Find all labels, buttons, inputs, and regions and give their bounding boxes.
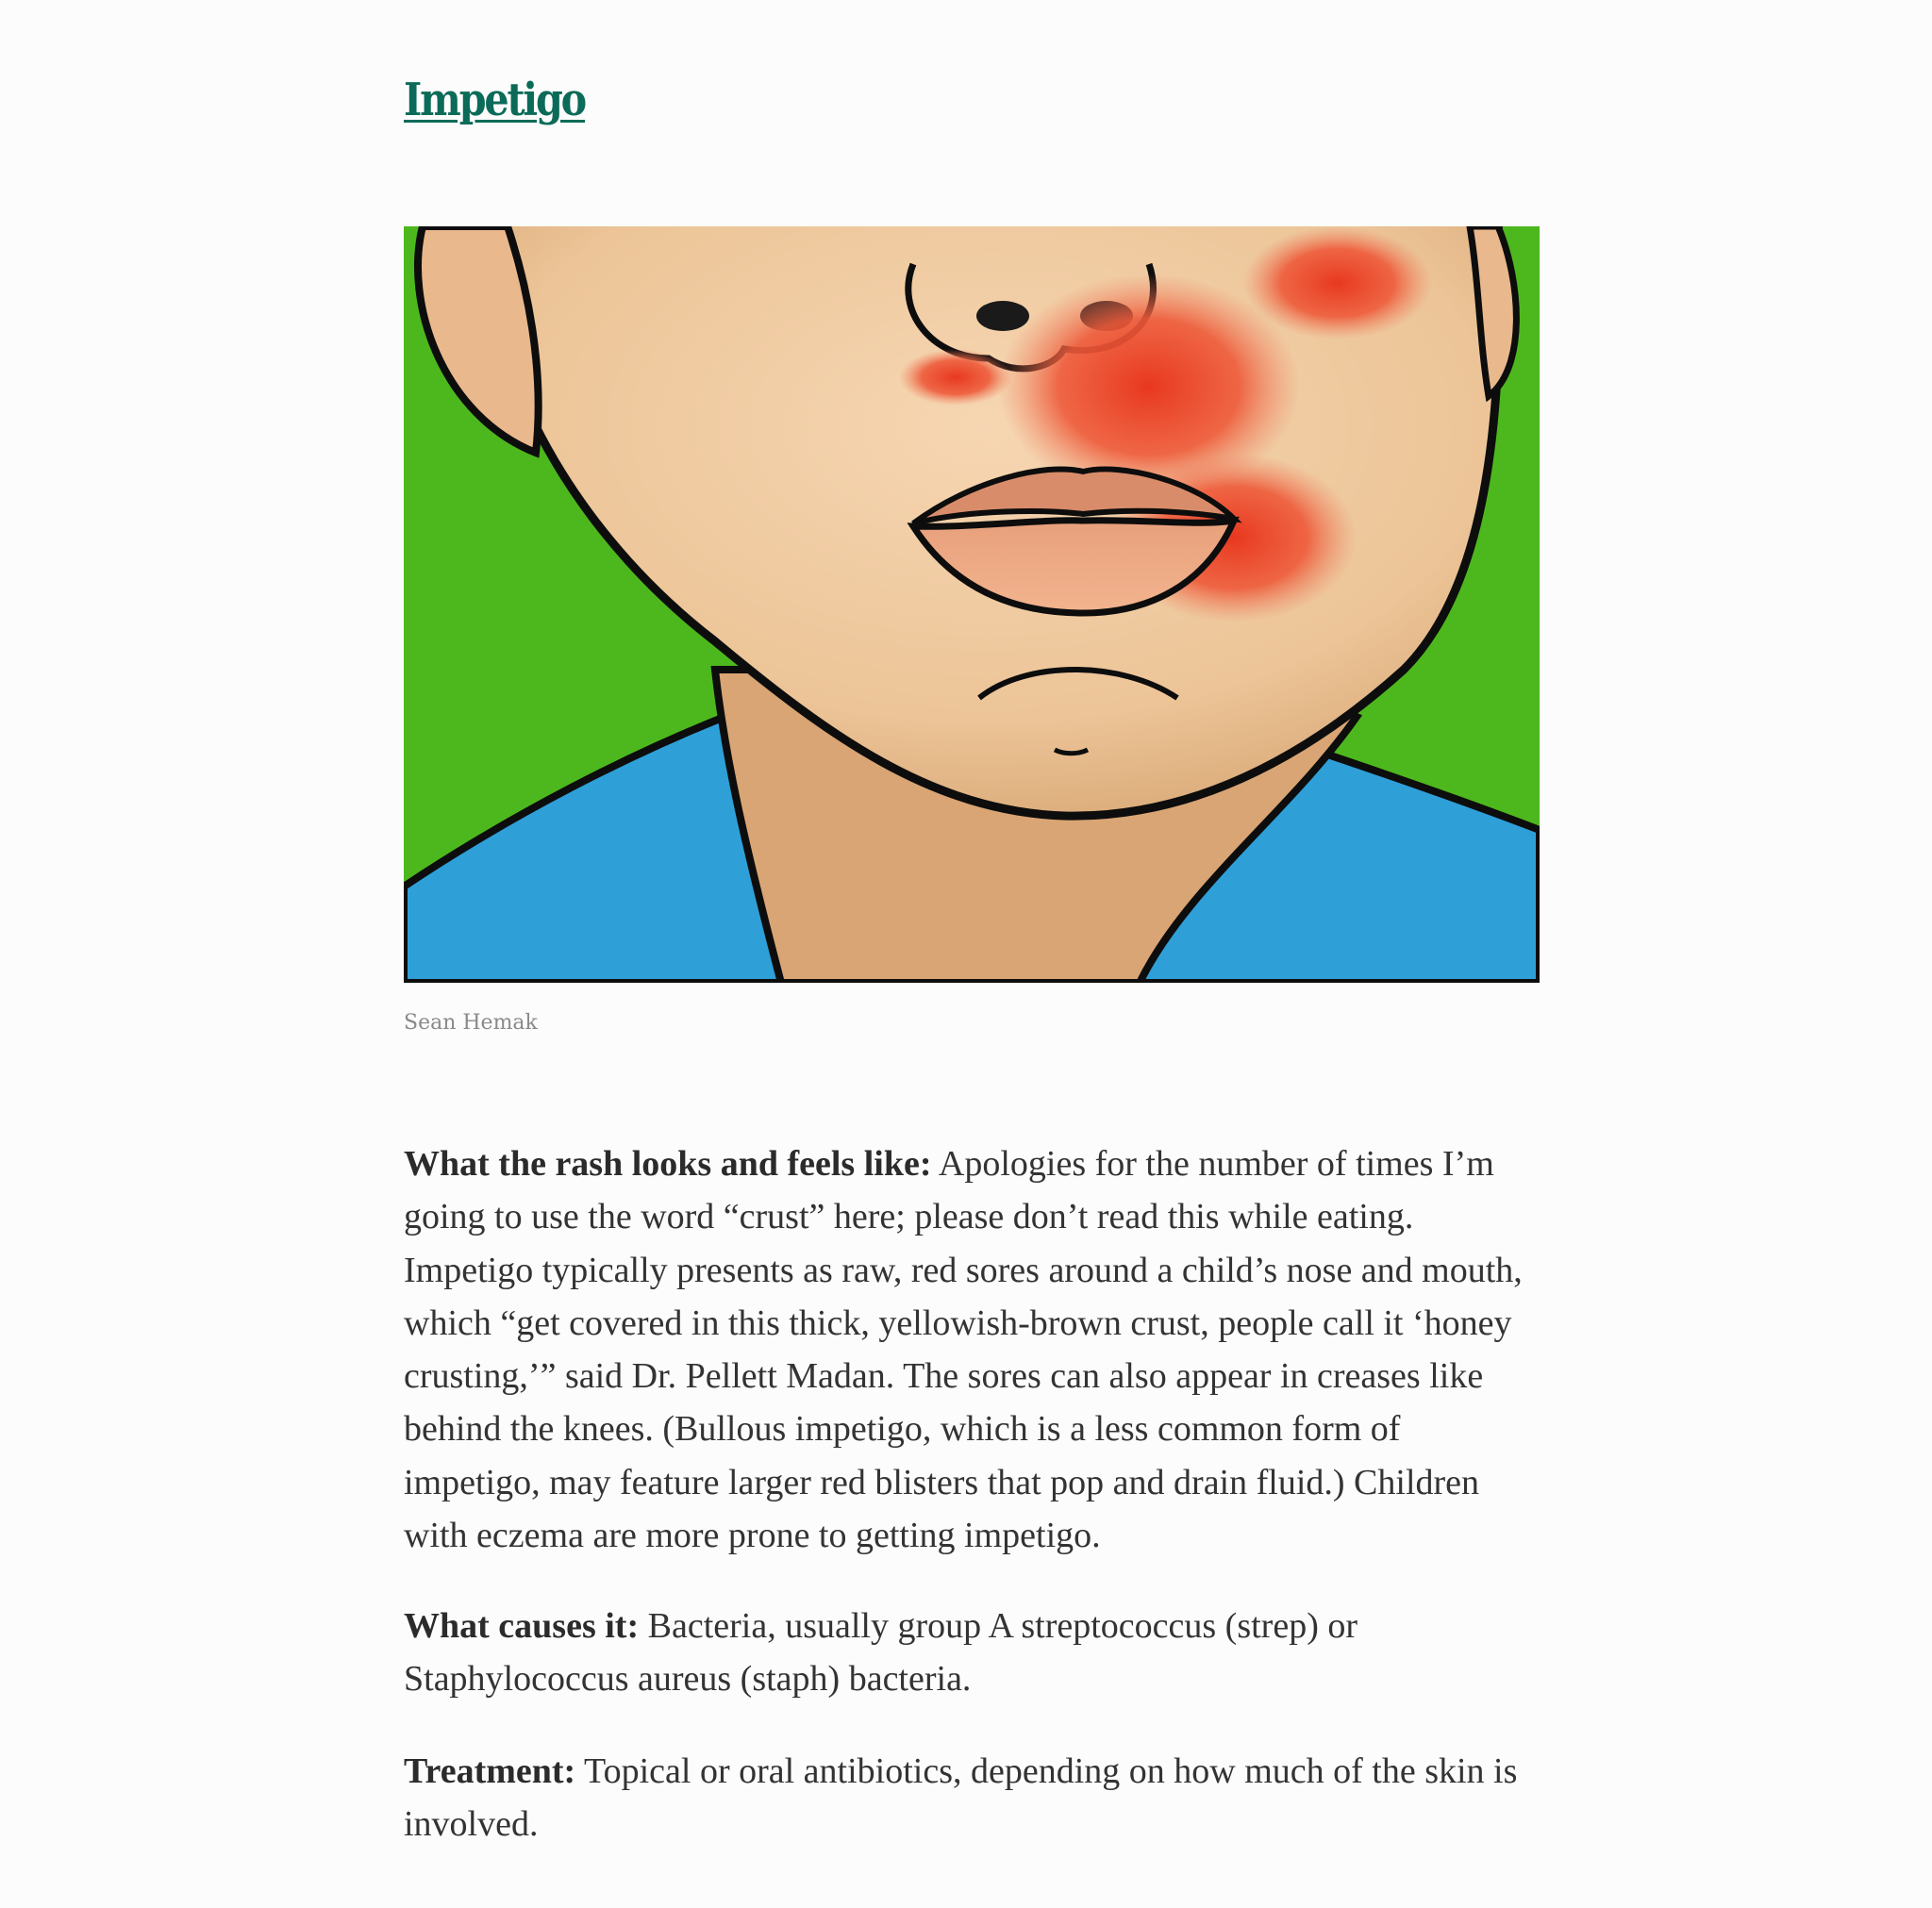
illustration-figure	[404, 226, 1540, 983]
section-heading: What the rash looks and feels like:	[404, 1144, 932, 1184]
section-heading: Treatment:	[404, 1751, 576, 1791]
impetigo-illustration	[404, 226, 1540, 983]
rash-upper	[1243, 226, 1432, 340]
rash-left	[899, 349, 1012, 406]
section-rash	[404, 1137, 1540, 1562]
section-causes	[404, 1600, 1540, 1706]
section-treatment	[404, 1745, 1540, 1851]
section-heading: What causes it:	[404, 1606, 640, 1646]
section-body: Apologies for the number of times I’m going to use the word “crust” here; please don’t read this while eating. Impetigo typically presents as raw, red sores around a child’s nose and mouth, which “get covered in this thick, yellowish-brown crust, people call it ‘honey crusting,’” said Dr. Pellett Madan. The sores can also appear in creases like behind the knees. (Bullous impetigo, which is a less common form of impetigo, may feature larger red blisters that pop and drain fluid.) Children with eczema are more prone to getting impetigo.	[404, 1144, 1523, 1556]
image-credit: Sean Hemak	[404, 1011, 538, 1035]
section-body: Bacteria, usually group A streptococcus (strep) or Staphylococcus aureus (staph) bacteria.	[404, 1606, 1358, 1700]
article-title-link[interactable]: Impetigo	[404, 74, 586, 126]
section-body: Topical or oral antibiotics, depending on how much of the skin is involved.	[404, 1751, 1518, 1845]
